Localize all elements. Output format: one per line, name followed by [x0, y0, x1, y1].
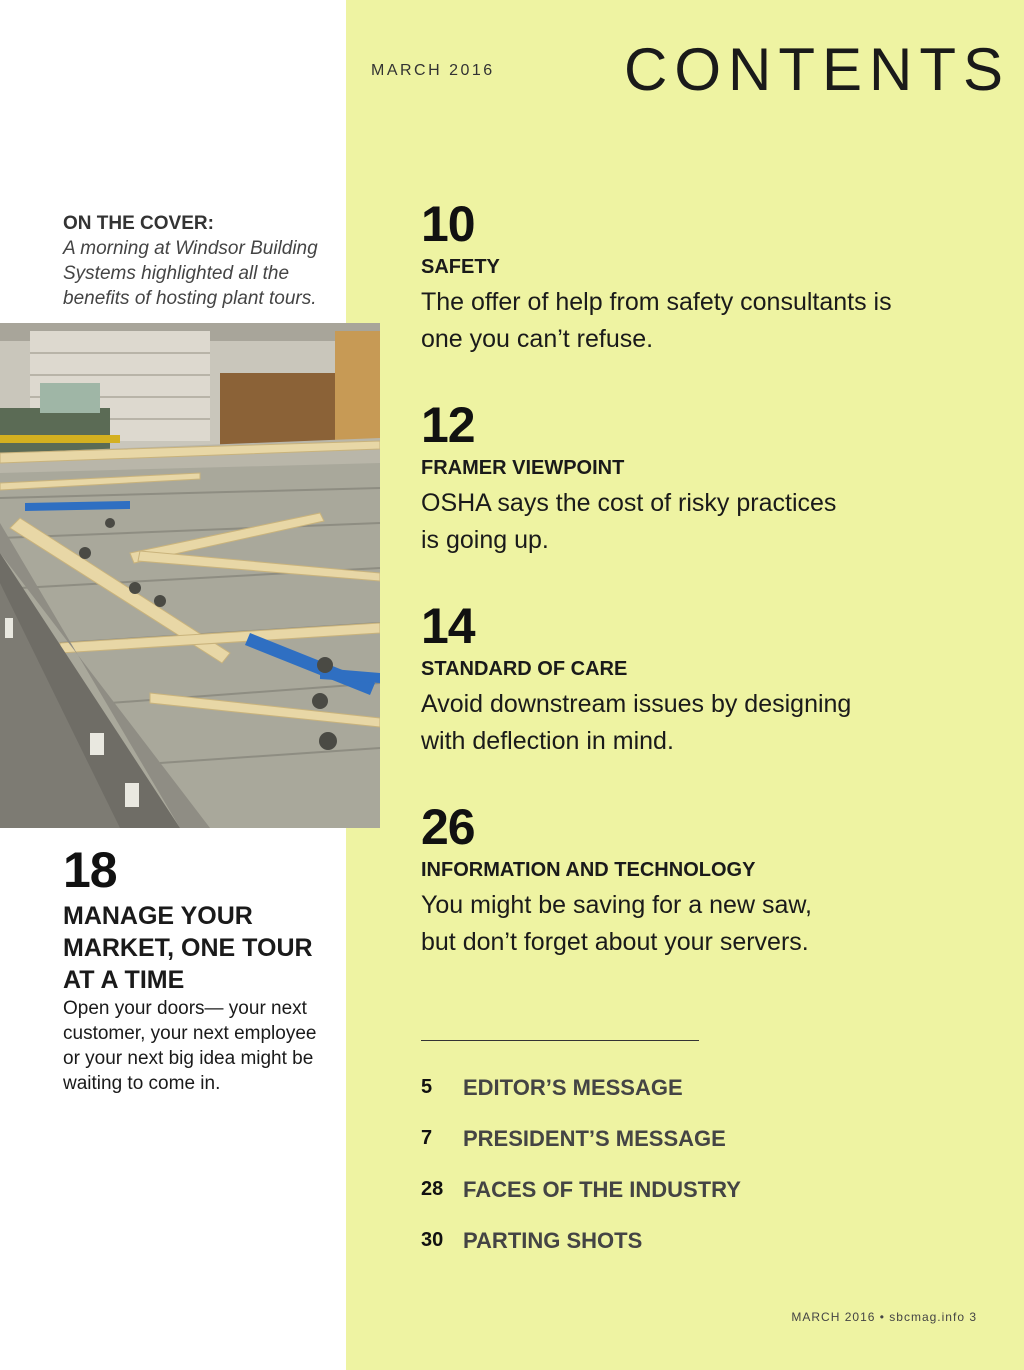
department-item[interactable]	[421, 1164, 841, 1215]
article-standard-of-care[interactable]	[421, 600, 941, 760]
cover-heading: ON THE COVER:	[63, 213, 214, 234]
article-section: SAFETY	[421, 256, 500, 278]
article-safety[interactable]	[421, 198, 941, 358]
article-description: You might be saving for a new saw, but don’t forget about your servers.	[421, 891, 812, 956]
article-description: OSHA says the cost of risky practices is going up.	[421, 489, 837, 554]
page-footer: MARCH 2016 • sbcmag.info 3	[791, 1310, 977, 1324]
department-name: FACES OF THE INDUSTRY	[463, 1176, 741, 1202]
divider	[421, 1040, 699, 1041]
department-page-number: 5	[421, 1076, 433, 1098]
article-page-number: 10	[421, 196, 475, 252]
article-page-number: 14	[421, 598, 475, 654]
department-name: EDITOR’S MESSAGE	[463, 1074, 683, 1100]
department-item[interactable]	[421, 1062, 841, 1113]
department-page-number: 7	[421, 1127, 433, 1149]
department-page-number: 30	[421, 1229, 444, 1251]
department-item[interactable]	[421, 1113, 841, 1164]
article-section: INFORMATION AND TECHNOLOGY	[421, 859, 756, 881]
departments-list	[421, 1062, 841, 1266]
article-page-number: 26	[421, 799, 475, 855]
department-name: PARTING SHOTS	[463, 1227, 643, 1253]
article-page-number: 12	[421, 397, 475, 453]
article-section: FRAMER VIEWPOINT	[421, 457, 625, 479]
feature-description: Open your doors— your next customer, your next employee or your next big idea might be waiting to come in.	[63, 998, 317, 1094]
feature-page-number: 18	[63, 842, 117, 898]
article-framer-viewpoint[interactable]	[421, 399, 941, 559]
cover-note	[63, 212, 338, 311]
issue-date: MARCH 2016	[371, 62, 495, 79]
feature-story[interactable]	[63, 842, 328, 1096]
page-title: CONTENTS	[624, 36, 1010, 103]
article-information-technology[interactable]	[421, 801, 941, 961]
article-description: The offer of help from safety consultants is one you can’t refuse.	[421, 288, 892, 353]
cover-caption: A morning at Windsor Building Systems highlighted all the benefits of hosting plant tours.	[63, 238, 318, 309]
feature-title: MANAGE YOUR MARKET, ONE TOUR AT A TIME	[63, 902, 313, 994]
department-item[interactable]	[421, 1215, 841, 1266]
department-name: PRESIDENT’S MESSAGE	[463, 1125, 726, 1151]
article-section: STANDARD OF CARE	[421, 658, 628, 680]
cover-photo	[0, 323, 380, 828]
article-description: Avoid downstream issues by designing with deflection in mind.	[421, 690, 852, 755]
department-page-number: 28	[421, 1178, 444, 1200]
